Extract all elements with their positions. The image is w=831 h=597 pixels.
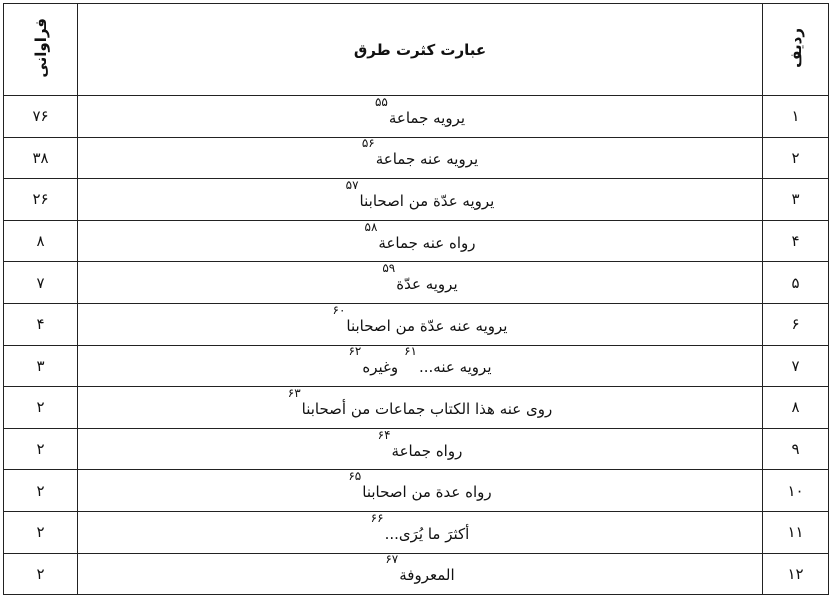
- phrase: [374, 94, 466, 127]
- table-body: [4, 96, 829, 595]
- phrase-text: أکثرَ ما یُرَی...: [384, 524, 470, 543]
- phrase-text: المعروفة: [399, 566, 455, 585]
- table-container: [3, 3, 828, 594]
- table-row: [4, 303, 829, 345]
- phrase-text: رواه عدة من اصحابنا: [362, 483, 492, 502]
- footnote-ref: ۵۷: [345, 177, 359, 192]
- row-text: [78, 220, 763, 262]
- phrase-text: رواه عنه جماعة: [378, 233, 476, 252]
- phrase-text: یرویه عدّة: [396, 275, 458, 294]
- row-freq: ۲: [4, 387, 78, 429]
- header-row: [4, 4, 829, 96]
- phrase-text: یرویه جماعة: [388, 108, 466, 127]
- footnote-ref: ۶۵: [348, 469, 362, 484]
- row-freq: ۷: [4, 262, 78, 304]
- phrase: [385, 552, 455, 585]
- row-text: [78, 345, 763, 387]
- table-row: [4, 137, 829, 179]
- phrase-text: یرویه عنه...: [419, 358, 492, 377]
- row-text: [78, 470, 763, 512]
- row-num: ۶: [763, 303, 829, 345]
- footnote-ref: ۵۸: [364, 219, 378, 234]
- header-text: [78, 4, 763, 96]
- phrase-text: یرویه عنه جماعة: [375, 150, 479, 169]
- footnote-ref-2: ۶۲: [348, 344, 362, 359]
- row-freq: ۲: [4, 553, 78, 595]
- row-text: [78, 179, 763, 221]
- row-freq: ۲۶: [4, 179, 78, 221]
- phrase: [345, 177, 495, 210]
- row-text: [78, 303, 763, 345]
- footnote-ref: ۵۹: [382, 261, 396, 276]
- phrase: [348, 344, 492, 377]
- table-row: [4, 387, 829, 429]
- row-freq: ۷۶: [4, 96, 78, 138]
- row-num: ۵: [763, 262, 829, 304]
- row-text: [78, 262, 763, 304]
- row-num: ۹: [763, 428, 829, 470]
- header-num: [763, 4, 829, 96]
- turuq-frequency-table: [3, 3, 829, 595]
- footnote-ref: ۶۳: [287, 385, 301, 400]
- table-row: [4, 345, 829, 387]
- row-freq: ۲: [4, 470, 78, 512]
- row-num: ۱: [763, 96, 829, 138]
- row-text: [78, 387, 763, 429]
- footnote-ref: ۶۱: [404, 344, 417, 359]
- table-row: [4, 553, 829, 595]
- footnote-ref: ۶۶: [370, 510, 384, 525]
- table-row: [4, 96, 829, 138]
- row-freq: ۲: [4, 428, 78, 470]
- table-row: [4, 428, 829, 470]
- phrase-text: یرویه عدّة من اصحابنا: [359, 191, 495, 210]
- phrase-text: یرویه عنه عدّة من اصحابنا: [346, 316, 508, 335]
- row-text: [78, 553, 763, 595]
- row-freq: ۳: [4, 345, 78, 387]
- row-text: [78, 137, 763, 179]
- footnote-ref: ۵۶: [361, 136, 375, 151]
- table-row: [4, 470, 829, 512]
- footnote-ref: ۶۷: [385, 552, 399, 567]
- row-num: ۳: [763, 179, 829, 221]
- table-row: [4, 179, 829, 221]
- phrase-text: روی عنه هذا الکتاب جماعات من أصحابنا: [301, 399, 553, 418]
- footnote-ref: ۵۵: [374, 94, 388, 109]
- header-freq: [4, 4, 78, 96]
- row-text: [78, 428, 763, 470]
- phrase: [382, 261, 458, 294]
- header-text-label: عبارت کثرت طرق: [353, 41, 487, 59]
- phrase: [287, 385, 553, 418]
- phrase-text: رواه جماعة: [391, 441, 463, 460]
- row-num: ۷: [763, 345, 829, 387]
- row-freq: ۳۸: [4, 137, 78, 179]
- row-num: ۲: [763, 137, 829, 179]
- header-num-label: ردیف: [786, 27, 805, 68]
- row-freq: ۴: [4, 303, 78, 345]
- row-num: ۴: [763, 220, 829, 262]
- phrase: [370, 510, 470, 543]
- footnote-ref: ۶۴: [377, 427, 391, 442]
- row-freq: ۸: [4, 220, 78, 262]
- row-num: ۱۲: [763, 553, 829, 595]
- footnote-ref: ۶۰: [332, 302, 346, 317]
- row-text: [78, 96, 763, 138]
- phrase-text-2: وغیره: [362, 358, 399, 377]
- table-row: [4, 220, 829, 262]
- table-row: [4, 262, 829, 304]
- phrase: [361, 136, 479, 169]
- phrase: [377, 427, 463, 460]
- phrase: [348, 469, 492, 502]
- row-num: ۸: [763, 387, 829, 429]
- row-freq: ۲: [4, 511, 78, 553]
- row-num: ۱۱: [763, 511, 829, 553]
- row-num: ۱۰: [763, 470, 829, 512]
- row-text: [78, 511, 763, 553]
- phrase: [364, 219, 476, 252]
- header-freq-label: فراوانی: [31, 17, 50, 78]
- phrase: [332, 302, 508, 335]
- table-row: [4, 511, 829, 553]
